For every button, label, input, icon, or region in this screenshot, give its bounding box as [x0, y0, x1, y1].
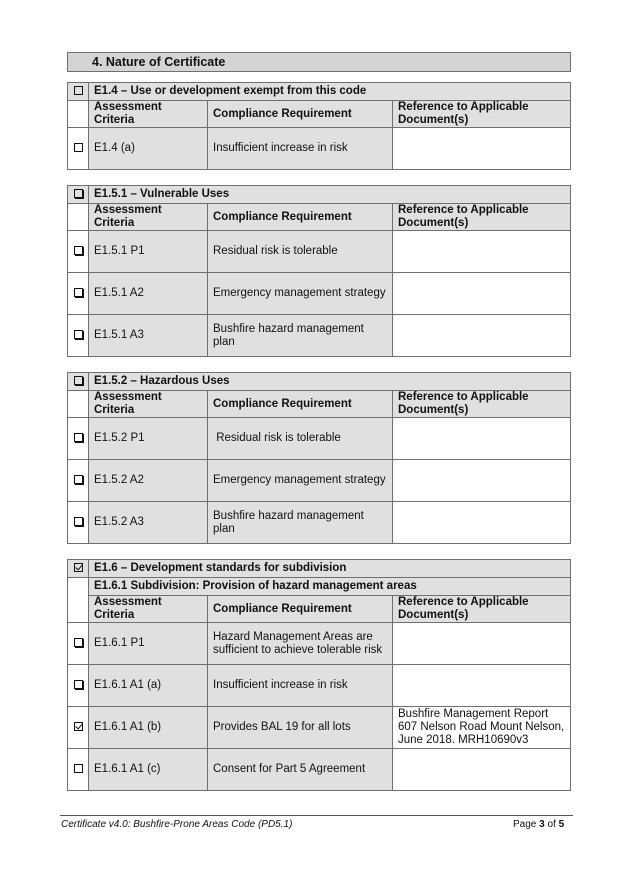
footer-document-title: Certificate v4.0: Bushfire-Prone Areas Code (PD5.1) [61, 819, 293, 830]
header-reference: Reference to Applicable Document(s) [393, 596, 571, 623]
row-criteria: E1.6.1 P1 [89, 623, 208, 665]
table-row [68, 418, 571, 460]
table-row [68, 665, 571, 707]
checkbox-icon [74, 288, 83, 297]
table-row [68, 502, 571, 544]
table-e1-5-1 [67, 185, 571, 357]
checkbox-e1-5-2[interactable] [68, 373, 89, 391]
row-requirement: Insufficient increase in risk [208, 128, 393, 170]
row-checkbox[interactable] [68, 315, 89, 357]
row-checkbox[interactable] [68, 707, 89, 749]
row-reference [393, 623, 571, 665]
checkbox-icon [74, 638, 83, 647]
row-reference [393, 502, 571, 544]
checkbox-icon [74, 376, 83, 385]
row-reference [393, 418, 571, 460]
header-compliance: Compliance Requirement [208, 391, 393, 418]
row-criteria: E1.5.1 A2 [89, 273, 208, 315]
table-row [68, 128, 571, 170]
row-reference [393, 665, 571, 707]
row-reference [393, 749, 571, 791]
header-criteria: Assessment Criteria [89, 596, 208, 623]
checkbox-icon [74, 433, 83, 442]
row-requirement: Emergency management strategy [208, 460, 393, 502]
row-reference: Bushfire Management Report 607 Nelson Road Mount Nelson, June 2018. MRH10690v3 [393, 707, 571, 749]
page-current: 3 [539, 819, 545, 830]
row-criteria: E1.5.1 P1 [89, 231, 208, 273]
header-reference: Reference to Applicable Document(s) [393, 391, 571, 418]
row-criteria: E1.4 (a) [89, 128, 208, 170]
row-checkbox[interactable] [68, 665, 89, 707]
row-reference [393, 231, 571, 273]
row-criteria: E1.5.2 A3 [89, 502, 208, 544]
row-requirement: Insufficient increase in risk [208, 665, 393, 707]
row-reference [393, 273, 571, 315]
table-e1-4 [67, 82, 571, 170]
row-requirement: Consent for Part 5 Agreement [208, 749, 393, 791]
checkbox-e1-6[interactable] [68, 560, 89, 578]
header-criteria: Assessment Criteria [89, 101, 208, 128]
header-compliance: Compliance Requirement [208, 204, 393, 231]
footer-divider [60, 815, 573, 816]
row-checkbox[interactable] [68, 128, 89, 170]
row-criteria: E1.5.1 A3 [89, 315, 208, 357]
row-checkbox[interactable] [68, 749, 89, 791]
page-prefix: Page [513, 819, 540, 830]
table-subtitle: E1.6.1 Subdivision: Provision of hazard management areas [89, 578, 571, 596]
row-requirement: Residual risk is tolerable [208, 418, 393, 460]
table-title: E1.5.2 – Hazardous Uses [89, 373, 571, 391]
checkbox-icon [74, 680, 83, 689]
row-checkbox[interactable] [68, 231, 89, 273]
table-row [68, 231, 571, 273]
checkbox-icon [74, 143, 83, 152]
row-criteria: E1.6.1 A1 (b) [89, 707, 208, 749]
row-reference [393, 460, 571, 502]
header-compliance: Compliance Requirement [208, 101, 393, 128]
checkbox-icon [74, 246, 83, 255]
row-checkbox[interactable] [68, 418, 89, 460]
header-compliance: Compliance Requirement [208, 596, 393, 623]
table-e1-5-2 [67, 372, 571, 544]
table-row [68, 460, 571, 502]
table-e1-6 [67, 559, 571, 791]
checkbox-icon [74, 475, 83, 484]
row-requirement: Emergency management strategy [208, 273, 393, 315]
checkbox-checked-icon [74, 563, 83, 572]
row-criteria: E1.5.2 P1 [89, 418, 208, 460]
row-reference [393, 315, 571, 357]
table-row [68, 623, 571, 665]
header-reference: Reference to Applicable Document(s) [393, 204, 571, 231]
page-total: 5 [558, 819, 565, 830]
row-checkbox[interactable] [68, 273, 89, 315]
table-row [68, 315, 571, 357]
row-checkbox[interactable] [68, 623, 89, 665]
row-criteria: E1.6.1 A1 (a) [89, 665, 208, 707]
checkbox-icon [74, 764, 83, 773]
header-criteria: Assessment Criteria [89, 204, 208, 231]
row-requirement: Bushfire hazard management plan [208, 502, 393, 544]
row-requirement: Bushfire hazard management plan [208, 315, 393, 357]
row-requirement: Residual risk is tolerable [208, 231, 393, 273]
footer-page-number [513, 819, 564, 830]
header-reference: Reference to Applicable Document(s) [393, 101, 571, 128]
row-requirement: Provides BAL 19 for all lots [208, 707, 393, 749]
checkbox-icon [74, 189, 83, 198]
table-row [68, 707, 571, 749]
header-criteria: Assessment Criteria [89, 391, 208, 418]
table-title: E1.6 – Development standards for subdivision [89, 560, 571, 578]
checkbox-e1-5-1[interactable] [68, 186, 89, 204]
checkbox-icon [74, 330, 83, 339]
table-row [68, 273, 571, 315]
row-reference [393, 128, 571, 170]
checkbox-icon [74, 86, 83, 95]
section-title: 4. Nature of Certificate [67, 52, 571, 72]
row-checkbox[interactable] [68, 460, 89, 502]
page-of: of [544, 819, 559, 830]
table-title: E1.5.1 – Vulnerable Uses [89, 186, 571, 204]
checkbox-checked-icon [74, 722, 83, 731]
table-title: E1.4 – Use or development exempt from this code [89, 83, 571, 101]
row-criteria: E1.6.1 A1 (c) [89, 749, 208, 791]
checkbox-icon [74, 517, 83, 526]
row-requirement: Hazard Management Areas are sufficient to achieve tolerable risk [208, 623, 393, 665]
row-criteria: E1.5.2 A2 [89, 460, 208, 502]
row-checkbox[interactable] [68, 502, 89, 544]
table-row [68, 749, 571, 791]
checkbox-e1-4[interactable] [68, 83, 89, 101]
